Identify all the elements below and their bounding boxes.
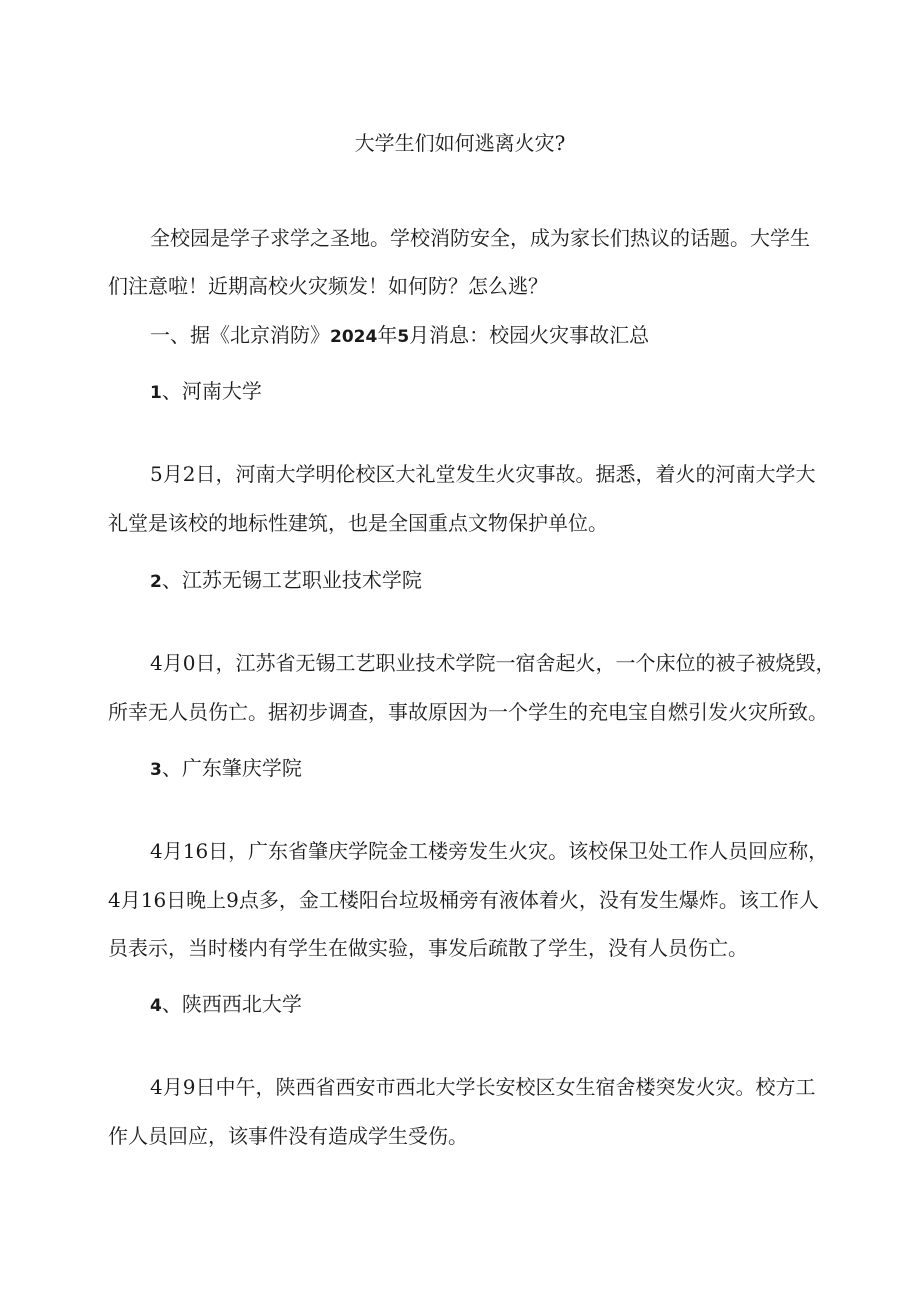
case-2-number: 2 — [150, 572, 162, 592]
case-4-title: 、陕西西北大学 — [161, 992, 302, 1016]
case-3-number: 3 — [150, 760, 162, 780]
intro-line-1: 全校园是学子求学之圣地。学校消防安全，成为家长们热议的话题。大学生 — [150, 226, 810, 250]
case-3-line-1: 4月16日，广东省肇庆学院金工楼旁发生火灾。该校保卫处工作人员回应称， — [150, 839, 829, 863]
section-1-suffix: 月消息：校园火灾事故汇总 — [409, 323, 650, 347]
section-1-prefix: 一、据《北京消防》 — [150, 323, 330, 347]
case-3-line-3: 员表示，当时楼内有学生在做实验，事发后疏散了学生，没有人员伤亡。 — [108, 936, 748, 960]
case-2-heading — [150, 570, 422, 592]
page-title: 大学生们如何逃离火灾? — [354, 131, 566, 155]
case-1-line-2: 礼堂是该校的地标性建筑，也是全国重点文物保护单位。 — [108, 511, 608, 535]
case-2-line-1: 4月0日，江苏省无锡工艺职业技术学院一宿舍起火，一个床位的被子被烧毁， — [150, 651, 836, 675]
section-1-heading — [150, 325, 649, 347]
case-2-title: 、江苏无锡工艺职业技术学院 — [161, 568, 422, 592]
section-1-mid: 年 — [377, 323, 398, 347]
case-4-number: 4 — [150, 996, 162, 1016]
case-4-line-1: 4月9日中午，陕西省西安市西北大学长安校区女生宿舍楼突发火灾。校方工 — [150, 1075, 816, 1099]
case-3-line-2: 4月16日晚上9点多，金工楼阳台垃圾桶旁有液体着火，没有发生爆炸。该工作人 — [108, 888, 819, 912]
case-3-heading — [150, 758, 302, 780]
case-3-title: 、广东肇庆学院 — [161, 756, 302, 780]
case-4-line-2: 作人员回应，该事件没有造成学生受伤。 — [108, 1124, 468, 1148]
intro-line-2: 们注意啦！近期高校火灾频发！如何防？怎么逃？ — [108, 274, 548, 298]
case-1-title: 、河南大学 — [161, 379, 262, 403]
case-1-number: 1 — [150, 383, 162, 403]
section-1-year: 2024 — [330, 327, 378, 347]
section-1-month: 5 — [397, 327, 410, 347]
case-2-line-2: 所幸无人员伤亡。据初步调查，事故原因为一个学生的充电宝自燃引发火灾所致。 — [108, 700, 828, 724]
case-4-heading — [150, 994, 302, 1016]
case-1-heading — [150, 381, 262, 403]
case-1-line-1: 5月2日，河南大学明伦校区大礼堂发生火灾事故。据悉，着火的河南大学大 — [150, 462, 816, 486]
